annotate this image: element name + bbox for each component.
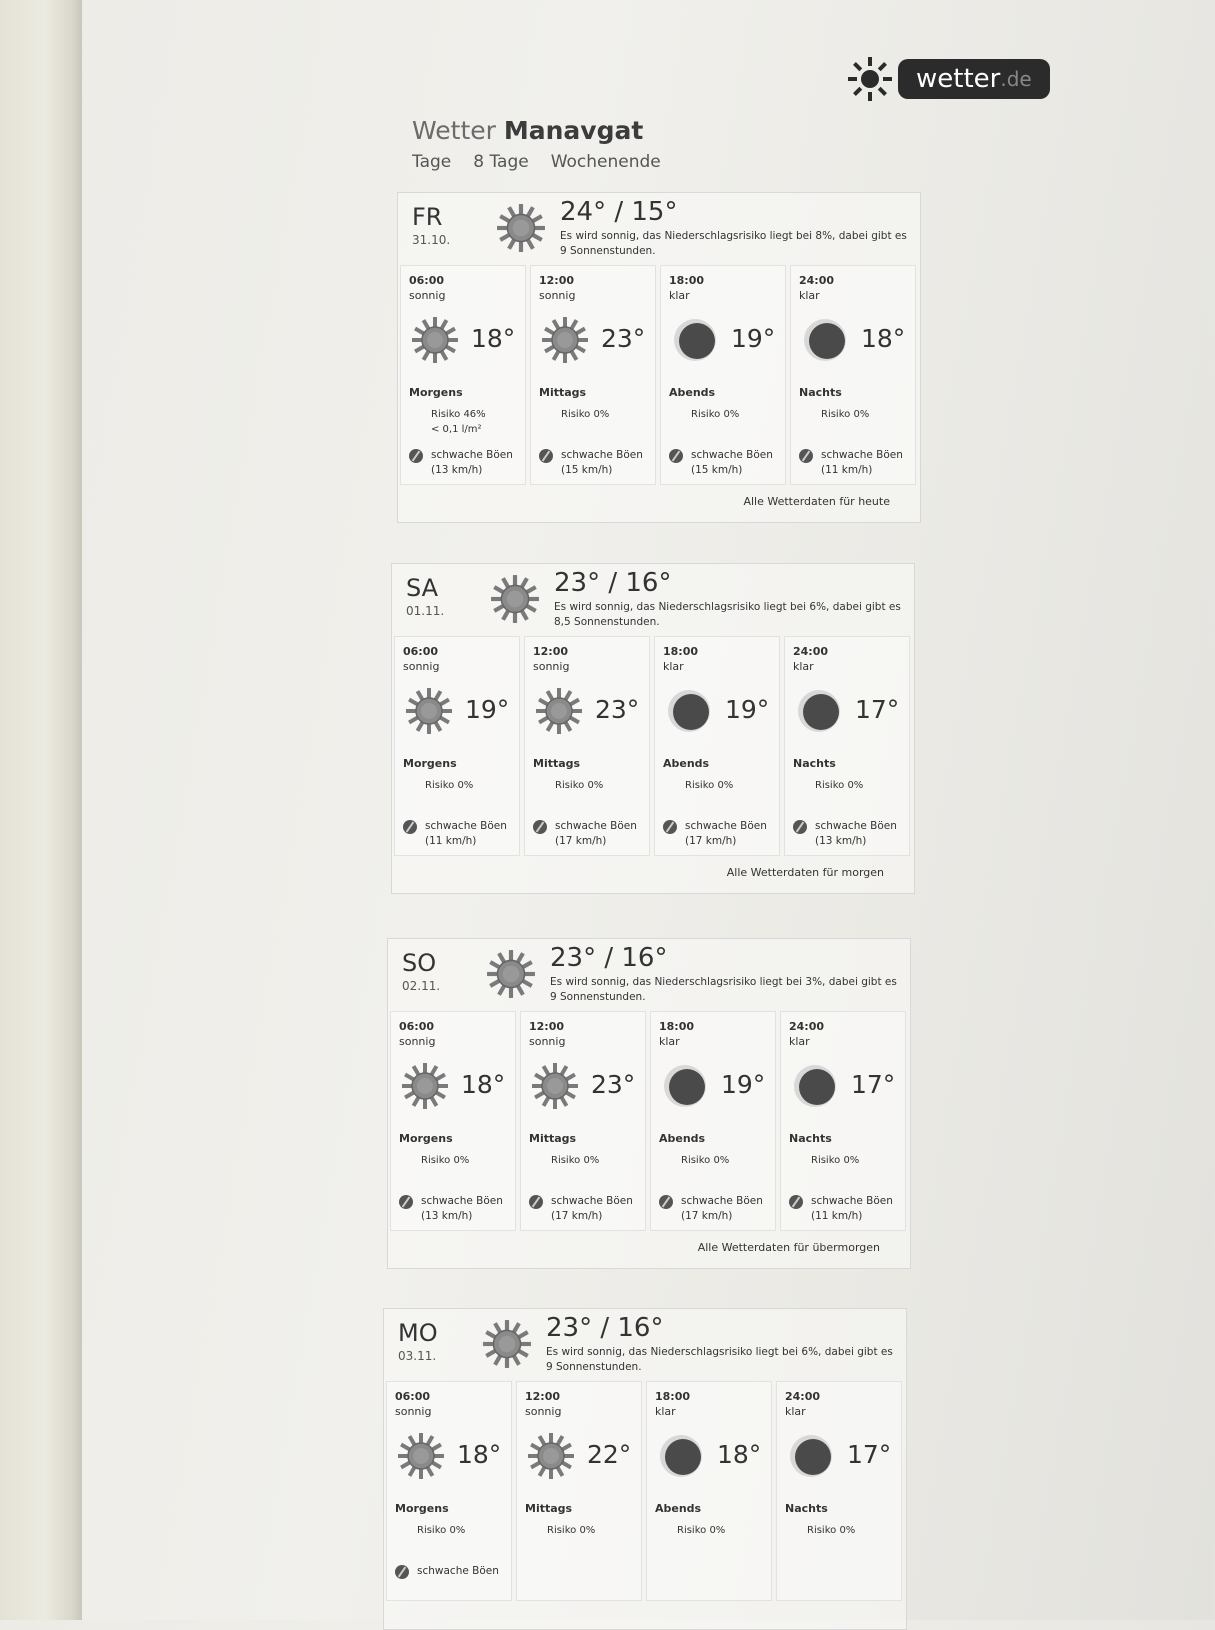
wind-icon — [395, 1565, 409, 1579]
sun-icon — [541, 316, 589, 364]
wind-icon — [789, 1195, 803, 1209]
wind-label: schwache Böen — [551, 1195, 633, 1207]
sun-icon — [401, 1062, 449, 1110]
period-box — [394, 636, 520, 856]
forecast-tabs — [412, 152, 661, 172]
city-name: Manavgat — [503, 116, 644, 145]
period-row — [398, 265, 920, 485]
all-weather-data-link[interactable]: Alle Wetterdaten für übermorgen — [697, 1241, 880, 1254]
period-box — [524, 636, 650, 856]
day-date: 01.11. — [406, 604, 445, 618]
wind-icon — [793, 820, 807, 834]
wind-icon — [399, 1195, 413, 1209]
rain-risk: Risiko 0% — [681, 1155, 730, 1166]
wind-info — [681, 1194, 763, 1224]
wind-info — [417, 1564, 499, 1579]
period-name: Morgens — [395, 1502, 449, 1515]
period-temperature: 19° — [731, 324, 776, 353]
tab-tage[interactable]: Tage — [412, 152, 452, 172]
period-time: 12:00 — [533, 645, 569, 658]
day-description: Es wird sonnig, das Niederschlagsrisiko liegt bei 6%, dabei gibt es 8,5 Sonnenstunden. — [554, 601, 901, 628]
period-box — [400, 265, 526, 485]
period-temperature: 18° — [861, 324, 906, 353]
period-condition: sonnig — [529, 1035, 566, 1048]
wind-speed: (15 km/h) — [691, 464, 743, 476]
period-temperature: 18° — [717, 1440, 762, 1469]
printed-sheet — [90, 0, 1215, 1620]
wind-info — [821, 448, 903, 478]
wind-label: schwache Böen — [811, 1195, 893, 1207]
logo-wordmark — [898, 59, 1050, 99]
day-header — [392, 564, 914, 636]
sun-icon — [535, 687, 583, 735]
wind-label: schwache Böen — [681, 1195, 763, 1207]
wind-info — [425, 819, 507, 849]
wind-icon — [659, 1195, 673, 1209]
wind-info — [431, 448, 513, 478]
rain-risk: Risiko 0% — [691, 409, 740, 420]
sun-icon — [405, 687, 453, 735]
period-box — [790, 265, 916, 485]
wind-label: schwache Böen — [555, 820, 637, 832]
day-date: 02.11. — [402, 979, 441, 993]
all-weather-data-link[interactable]: Alle Wetterdaten für heute — [743, 495, 890, 508]
wind-speed: (15 km/h) — [561, 464, 613, 476]
period-time: 24:00 — [789, 1020, 825, 1033]
wind-label: schwache Böen — [421, 1195, 503, 1207]
period-temperature: 18° — [457, 1440, 502, 1469]
period-row — [384, 1381, 906, 1601]
moon-icon — [791, 1062, 839, 1110]
period-box — [660, 265, 786, 485]
day-description: Es wird sonnig, das Niederschlagsrisiko liegt bei 6%, dabei gibt es 9 Sonnenstunden. — [546, 1346, 893, 1373]
period-time: 24:00 — [793, 645, 829, 658]
period-box — [530, 265, 656, 485]
wind-icon — [403, 820, 417, 834]
period-name: Nachts — [785, 1502, 828, 1515]
period-time: 18:00 — [663, 645, 699, 658]
wind-label: schwache Böen — [685, 820, 767, 832]
wind-label: schwache Böen — [691, 449, 773, 461]
period-temperature: 18° — [461, 1070, 506, 1099]
period-temperature: 19° — [465, 695, 510, 724]
rain-risk: Risiko 0% — [811, 1155, 860, 1166]
rain-risk: Risiko 0% — [807, 1525, 856, 1536]
logo-tld: .de — [1000, 67, 1032, 91]
wind-info — [811, 1194, 893, 1224]
wind-speed: (17 km/h) — [555, 835, 607, 847]
day-temperature: 24° / 15° — [560, 197, 678, 227]
period-box — [784, 636, 910, 856]
period-time: 18:00 — [669, 274, 705, 287]
sun-icon — [490, 574, 540, 624]
period-time: 06:00 — [399, 1020, 435, 1033]
period-time: 18:00 — [655, 1390, 691, 1403]
period-box — [646, 1381, 772, 1601]
day-temperature: 23° / 16° — [546, 1313, 664, 1343]
rain-risk: Risiko 0% — [417, 1525, 466, 1536]
wind-speed: (11 km/h) — [821, 464, 873, 476]
wind-icon — [533, 820, 547, 834]
wind-speed: (17 km/h) — [551, 1210, 603, 1222]
tab-wochenende[interactable]: Wochenende — [550, 152, 661, 172]
fridge-door-edge — [0, 0, 82, 1620]
rain-risk: Risiko 0% — [547, 1525, 596, 1536]
rain-risk: Risiko 0% — [821, 409, 870, 420]
day-description: Es wird sonnig, das Niederschlagsrisiko liegt bei 3%, dabei gibt es 9 Sonnenstunden. — [550, 976, 897, 1003]
period-name: Mittags — [525, 1502, 573, 1515]
wind-info — [561, 448, 643, 478]
wind-label: schwache Böen — [815, 820, 897, 832]
day-card — [387, 938, 911, 1269]
period-box — [650, 1011, 776, 1231]
moon-icon — [665, 687, 713, 735]
day-name: SA — [406, 574, 439, 602]
period-name: Abends — [663, 757, 710, 770]
title-prefix: Wetter — [412, 116, 496, 145]
wind-icon — [409, 449, 423, 463]
period-box — [386, 1381, 512, 1601]
moon-icon — [795, 687, 843, 735]
period-temperature: 18° — [471, 324, 516, 353]
day-header — [398, 193, 920, 265]
wind-info — [555, 819, 637, 849]
rain-risk: Risiko 46% — [431, 409, 486, 420]
period-box — [776, 1381, 902, 1601]
period-condition: sonnig — [539, 289, 576, 302]
wind-info — [691, 448, 773, 478]
period-name: Abends — [659, 1132, 706, 1145]
day-name: MO — [398, 1319, 438, 1347]
rain-risk: Risiko 0% — [815, 780, 864, 791]
period-name: Mittags — [533, 757, 581, 770]
period-condition: klar — [663, 660, 684, 673]
wind-info — [815, 819, 897, 849]
wind-speed: (13 km/h) — [431, 464, 483, 476]
period-temperature: 23° — [595, 695, 640, 724]
wind-info — [421, 1194, 503, 1224]
period-temperature: 17° — [851, 1070, 896, 1099]
sun-icon — [527, 1432, 575, 1480]
period-condition: klar — [789, 1035, 810, 1048]
wind-speed: (17 km/h) — [685, 835, 737, 847]
period-name: Nachts — [793, 757, 836, 770]
wind-speed: (11 km/h) — [811, 1210, 863, 1222]
period-time: 06:00 — [395, 1390, 431, 1403]
tab-8-tage[interactable]: 8 Tage — [473, 152, 529, 172]
moon-icon — [801, 316, 849, 364]
sun-icon — [486, 949, 536, 999]
day-description: Es wird sonnig, das Niederschlagsrisiko liegt bei 8%, dabei gibt es 9 Sonnenstunden. — [560, 230, 907, 257]
day-date: 31.10. — [412, 233, 451, 247]
rain-risk: Risiko 0% — [421, 1155, 470, 1166]
rain-risk: Risiko 0% — [561, 409, 610, 420]
period-name: Abends — [655, 1502, 702, 1515]
wind-info — [685, 819, 767, 849]
wetter-logo[interactable] — [846, 58, 1050, 100]
period-temperature: 19° — [725, 695, 770, 724]
period-temperature: 23° — [591, 1070, 636, 1099]
day-card — [383, 1308, 907, 1630]
period-name: Nachts — [789, 1132, 832, 1145]
period-condition: sonnig — [403, 660, 440, 673]
period-temperature: 19° — [721, 1070, 766, 1099]
logo-name: wetter — [916, 64, 1001, 94]
sun-icon — [482, 1319, 532, 1369]
period-time: 06:00 — [409, 274, 445, 287]
period-name: Morgens — [403, 757, 457, 770]
wind-label: schwache Böen — [425, 820, 507, 832]
period-temperature: 17° — [855, 695, 900, 724]
wind-speed: (11 km/h) — [425, 835, 477, 847]
period-condition: klar — [793, 660, 814, 673]
period-box — [520, 1011, 646, 1231]
period-name: Nachts — [799, 386, 842, 399]
period-condition: klar — [799, 289, 820, 302]
period-time: 24:00 — [799, 274, 835, 287]
period-condition: sonnig — [395, 1405, 432, 1418]
period-box — [780, 1011, 906, 1231]
wind-label: schwache Böen — [561, 449, 643, 461]
rain-risk: Risiko 0% — [425, 780, 474, 791]
period-time: 12:00 — [529, 1020, 565, 1033]
period-condition: sonnig — [409, 289, 446, 302]
day-date: 03.11. — [398, 1349, 437, 1363]
day-temperature: 23° / 16° — [554, 568, 672, 598]
period-box — [654, 636, 780, 856]
period-condition: sonnig — [533, 660, 570, 673]
rain-amount: < 0,1 l/m² — [431, 424, 482, 435]
moon-icon — [787, 1432, 835, 1480]
period-temperature: 23° — [601, 324, 646, 353]
day-name: SO — [402, 949, 437, 977]
day-header — [384, 1309, 906, 1381]
wind-speed: (13 km/h) — [815, 835, 867, 847]
rain-risk: Risiko 0% — [677, 1525, 726, 1536]
period-time: 24:00 — [785, 1390, 821, 1403]
period-condition: sonnig — [525, 1405, 562, 1418]
sun-icon — [411, 316, 459, 364]
wind-icon — [529, 1195, 543, 1209]
sun-icon — [531, 1062, 579, 1110]
rain-risk: Risiko 0% — [555, 780, 604, 791]
moon-icon — [671, 316, 719, 364]
day-name: FR — [412, 203, 443, 231]
wind-icon — [539, 449, 553, 463]
rain-risk: Risiko 0% — [685, 780, 734, 791]
period-temperature: 22° — [587, 1440, 632, 1469]
wind-icon — [799, 449, 813, 463]
period-condition: sonnig — [399, 1035, 436, 1048]
day-header — [388, 939, 910, 1011]
wind-speed: (17 km/h) — [681, 1210, 733, 1222]
period-row — [392, 636, 914, 856]
period-time: 12:00 — [539, 274, 575, 287]
period-row — [388, 1011, 910, 1231]
period-name: Morgens — [399, 1132, 453, 1145]
period-condition: klar — [785, 1405, 806, 1418]
moon-icon — [657, 1432, 705, 1480]
day-temperature: 23° / 16° — [550, 943, 668, 973]
period-temperature: 17° — [847, 1440, 892, 1469]
wind-label: schwache Böen — [417, 1565, 499, 1577]
period-condition: klar — [655, 1405, 676, 1418]
sun-icon — [397, 1432, 445, 1480]
period-box — [516, 1381, 642, 1601]
period-condition: klar — [659, 1035, 680, 1048]
wind-label: schwache Böen — [431, 449, 513, 461]
period-time: 12:00 — [525, 1390, 561, 1403]
wind-icon — [663, 820, 677, 834]
period-time: 18:00 — [659, 1020, 695, 1033]
sun-logo-icon — [846, 55, 894, 103]
wind-label: schwache Böen — [821, 449, 903, 461]
period-name: Mittags — [529, 1132, 577, 1145]
period-name: Abends — [669, 386, 716, 399]
day-card — [397, 192, 921, 523]
period-time: 06:00 — [403, 645, 439, 658]
wind-icon — [669, 449, 683, 463]
all-weather-data-link[interactable]: Alle Wetterdaten für morgen — [726, 866, 884, 879]
wind-info — [551, 1194, 633, 1224]
sun-icon — [496, 203, 546, 253]
period-condition: klar — [669, 289, 690, 302]
moon-icon — [661, 1062, 709, 1110]
period-box — [390, 1011, 516, 1231]
period-name: Mittags — [539, 386, 587, 399]
period-name: Morgens — [409, 386, 463, 399]
page-title — [412, 116, 643, 145]
wind-speed: (13 km/h) — [421, 1210, 473, 1222]
day-card — [391, 563, 915, 894]
rain-risk: Risiko 0% — [551, 1155, 600, 1166]
